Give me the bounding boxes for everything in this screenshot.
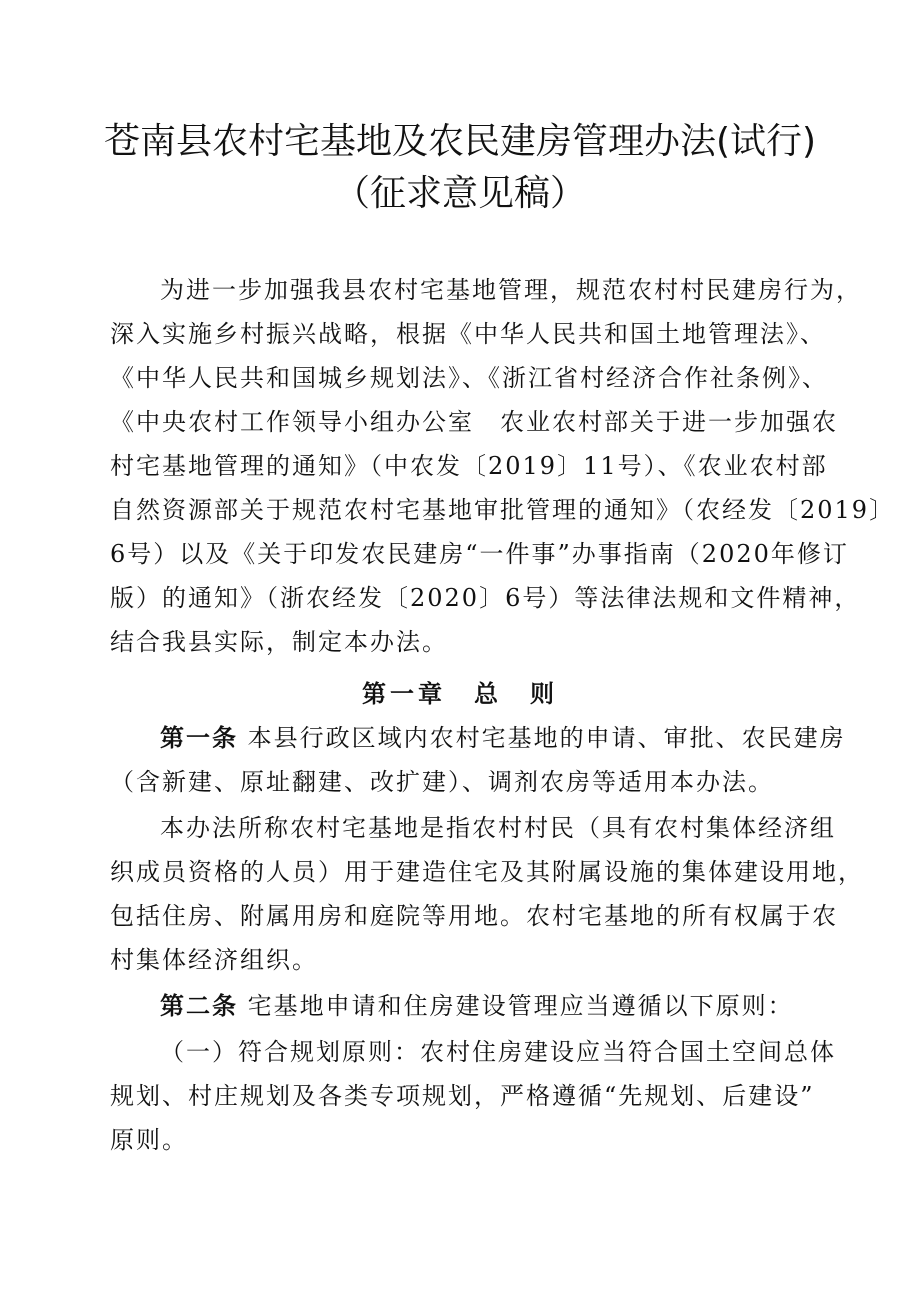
article-2 [110, 984, 830, 1028]
preamble-paragraph [110, 268, 896, 664]
definition-line: 包括住房、附属用房和庭院等用地。农村宅基地的所有权属于农 [110, 902, 838, 930]
definition-line: 织成员资格的人员）用于建造住宅及其附属设施的集体建设用地， [110, 858, 864, 886]
preamble-line: 村宅基地管理的通知》（中农发〔2019〕11号）、《农业农村部 [110, 452, 828, 480]
preamble-line: 深入实施乡村振兴战略，根据《中华人民共和国土地管理法》、 [110, 320, 826, 348]
article-2-text: 宅基地申请和住房建设管理应当遵循以下原则： [247, 992, 794, 1020]
principle-1 [110, 1030, 836, 1162]
chapter-heading: 第一章 总 则 [362, 680, 558, 708]
article-2-line [110, 984, 830, 1028]
article-1-label: 第一条 [160, 724, 238, 752]
article-1-first-line [110, 716, 846, 760]
principle-1-line: 规划、村庄规划及各类专项规划，严格遵循“先规划、后建设” [110, 1082, 815, 1110]
definition-line: 村集体经济组织。 [110, 946, 318, 974]
preamble-line: 版）的通知》（浙农经发〔2020〕6号）等法律法规和文件精神， [110, 584, 861, 612]
preamble-line: 为进一步加强我县农村宅基地管理，规范农村村民建房行为， [160, 276, 862, 304]
document-title: 苍南县农村宅基地及农民建房管理办法(试行) [103, 121, 817, 162]
preamble-line: 《中央农村工作领导小组办公室 农业农村部关于进一步加强农 [110, 408, 838, 436]
principle-1-line: 原则。 [110, 1126, 188, 1154]
definition-line: 本办法所称农村宅基地是指农村村民（具有农村集体经济组 [160, 814, 836, 842]
article-1 [110, 716, 846, 804]
preamble-line: 6号）以及《关于印发农民建房“一件事”办事指南（2020年修订 [110, 540, 849, 568]
preamble-line: 自然资源部关于规范农村宅基地审批管理的通知》（农经发〔2019〕 [110, 496, 896, 524]
article-2-label: 第二条 [160, 992, 238, 1020]
preamble-line: 结合我县实际，制定本办法。 [110, 628, 448, 656]
article-1-text: 本县行政区域内农村宅基地的申请、审批、农民建房 [247, 724, 846, 752]
article-1-line: （含新建、原址翻建、改扩建）、调剂农房等适用本办法。 [110, 768, 774, 796]
preamble-line: 《中华人民共和国城乡规划法》、《浙江省村经济合作社条例》、 [110, 364, 828, 392]
document-subtitle: （征求意见稿） [333, 173, 586, 214]
principle-1-line: （一）符合规划原则：农村住房建设应当符合国土空间总体 [160, 1038, 836, 1066]
definition-paragraph [110, 806, 864, 982]
